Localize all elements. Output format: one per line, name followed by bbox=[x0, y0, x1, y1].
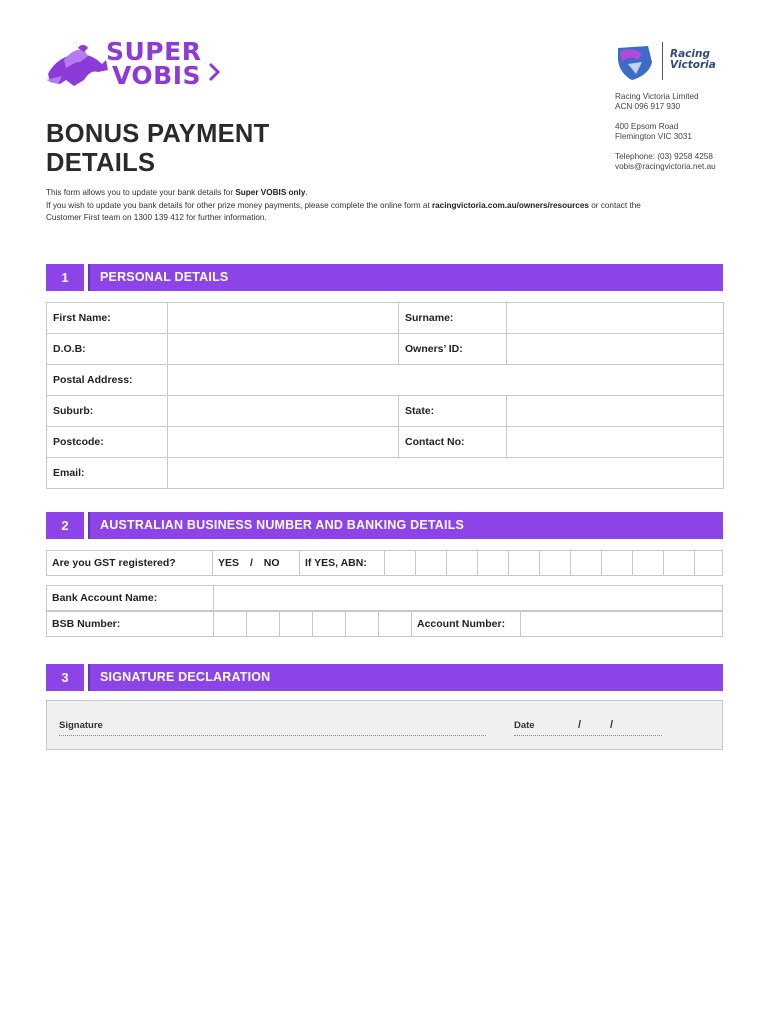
account-number-label: Account Number: bbox=[411, 611, 521, 637]
contact-no-label: Contact No: bbox=[399, 427, 507, 458]
email-label: Email: bbox=[47, 458, 168, 489]
street-address: 400 Epsom Road bbox=[615, 122, 679, 131]
postal-address-label: Postal Address: bbox=[47, 365, 168, 396]
intro-line3: Customer First team on 1300 139 412 for further information. bbox=[46, 213, 267, 222]
intro-text bbox=[46, 187, 736, 225]
abn-digit-field[interactable] bbox=[570, 550, 602, 576]
state-field[interactable] bbox=[507, 396, 724, 427]
racing-victoria-logo bbox=[612, 40, 732, 82]
section1-header bbox=[46, 264, 723, 291]
horse-jockey-icon bbox=[44, 40, 110, 96]
rv-line2: Victoria bbox=[670, 59, 716, 71]
abn-digit-field[interactable] bbox=[446, 550, 478, 576]
section2-number: 2 bbox=[46, 512, 84, 539]
resources-link[interactable]: racingvictoria.com.au/owners/resources bbox=[431, 200, 589, 210]
gst-yes-no[interactable] bbox=[212, 550, 300, 576]
address-block bbox=[615, 92, 765, 182]
page-title bbox=[46, 120, 270, 178]
contact-no-field[interactable] bbox=[507, 427, 724, 458]
abn-digit-field[interactable] bbox=[415, 550, 447, 576]
surname-field[interactable] bbox=[507, 303, 724, 334]
bsb-digit-field[interactable] bbox=[279, 611, 313, 637]
bank-account-name-field[interactable] bbox=[213, 585, 723, 611]
abn-digit-field[interactable] bbox=[694, 550, 723, 576]
bsb-digit-field[interactable] bbox=[312, 611, 346, 637]
section3-title: SIGNATURE DECLARATION bbox=[88, 664, 723, 691]
section3-header bbox=[46, 664, 723, 691]
date-separator: / bbox=[578, 719, 582, 731]
surname-label: Surname: bbox=[399, 303, 507, 334]
suburb-label: Suburb: bbox=[47, 396, 168, 427]
table-row bbox=[47, 458, 724, 489]
abn-label: If YES, ABN: bbox=[299, 550, 385, 576]
personal-details-table bbox=[46, 302, 724, 489]
rv-shield-icon bbox=[612, 42, 658, 82]
suburb-field[interactable] bbox=[168, 396, 399, 427]
section1-title: PERSONAL DETAILS bbox=[88, 264, 723, 291]
title-line2: DETAILS bbox=[46, 149, 156, 177]
super-vobis-logo bbox=[44, 37, 224, 96]
logo-line2: VOBIS bbox=[112, 61, 202, 90]
intro-line1-bold: Super VOBIS only bbox=[235, 188, 306, 197]
bsb-number-label: BSB Number: bbox=[46, 611, 214, 637]
gst-no-option[interactable]: NO bbox=[263, 557, 280, 569]
table-row bbox=[47, 334, 724, 365]
company-name: Racing Victoria Limited bbox=[615, 92, 699, 101]
signature-label: Signature bbox=[59, 720, 103, 731]
postcode-field[interactable] bbox=[168, 427, 399, 458]
date-separator: / bbox=[610, 719, 614, 731]
abn-digit-field[interactable] bbox=[477, 550, 509, 576]
abn-digit-field[interactable] bbox=[663, 550, 695, 576]
intro-line2-post: or contact the bbox=[588, 200, 641, 210]
section2-header bbox=[46, 512, 723, 539]
bsb-digit-field[interactable] bbox=[378, 611, 412, 637]
first-name-field[interactable] bbox=[168, 303, 399, 334]
owners-id-label: Owners’ ID: bbox=[399, 334, 507, 365]
signature-box bbox=[46, 700, 723, 750]
abn-digit-field[interactable] bbox=[539, 550, 571, 576]
first-name-label: First Name: bbox=[47, 303, 168, 334]
dob-field[interactable] bbox=[168, 334, 399, 365]
gst-row bbox=[46, 550, 723, 576]
abn-digit-field[interactable] bbox=[384, 550, 416, 576]
section1-number: 1 bbox=[46, 264, 84, 291]
contact-email: vobis@racingvictoria.net.au bbox=[615, 162, 716, 171]
dob-label: D.O.B: bbox=[47, 334, 168, 365]
company-acn: ACN 096 917 930 bbox=[615, 102, 681, 111]
table-row bbox=[47, 365, 724, 396]
state-label: State: bbox=[399, 396, 507, 427]
logo-wordmark bbox=[106, 37, 224, 90]
postcode-label: Postcode: bbox=[47, 427, 168, 458]
bsb-digit-field[interactable] bbox=[246, 611, 280, 637]
gst-yes-option[interactable]: YES bbox=[218, 557, 240, 569]
email-field[interactable] bbox=[168, 458, 724, 489]
logo-line1: SUPER bbox=[106, 37, 202, 66]
rv-line1: Racing bbox=[670, 48, 710, 60]
bsb-digit-field[interactable] bbox=[345, 611, 379, 637]
postal-address-field[interactable] bbox=[168, 365, 724, 396]
abn-digit-field[interactable] bbox=[632, 550, 664, 576]
rv-wordmark bbox=[670, 49, 716, 71]
date-field[interactable] bbox=[514, 735, 662, 736]
intro-line1-post: . bbox=[305, 188, 308, 197]
signature-field[interactable] bbox=[59, 735, 486, 736]
table-row bbox=[47, 427, 724, 458]
table-row bbox=[47, 303, 724, 334]
intro-line2-pre: If you wish to update you bank details for other prize money payments, please complete the online form at bbox=[46, 200, 432, 210]
abn-digit-field[interactable] bbox=[601, 550, 633, 576]
section3-number: 3 bbox=[46, 664, 84, 691]
date-label: Date bbox=[514, 720, 535, 731]
account-number-field[interactable] bbox=[520, 611, 723, 637]
suburb-address: Flemington VIC 3031 bbox=[615, 132, 692, 141]
bsb-digit-field[interactable] bbox=[213, 611, 247, 637]
abn-digit-field[interactable] bbox=[508, 550, 540, 576]
section2-title: AUSTRALIAN BUSINESS NUMBER AND BANKING DETAILS bbox=[88, 512, 723, 539]
telephone: Telephone: (03) 9258 4258 bbox=[615, 152, 713, 161]
title-line1: BONUS PAYMENT bbox=[46, 120, 270, 148]
intro-line1-pre: This form allows you to update your bank details for bbox=[46, 188, 236, 197]
gst-option-separator: / bbox=[249, 557, 253, 569]
logo-divider bbox=[662, 42, 663, 80]
bank-account-name-label: Bank Account Name: bbox=[46, 585, 214, 611]
owners-id-field[interactable] bbox=[507, 334, 724, 365]
chevron-right-icon bbox=[208, 62, 220, 82]
table-row bbox=[47, 396, 724, 427]
bank-account-row bbox=[46, 585, 723, 611]
gst-question-label: Are you GST registered? bbox=[46, 550, 213, 576]
bsb-row bbox=[46, 611, 723, 637]
